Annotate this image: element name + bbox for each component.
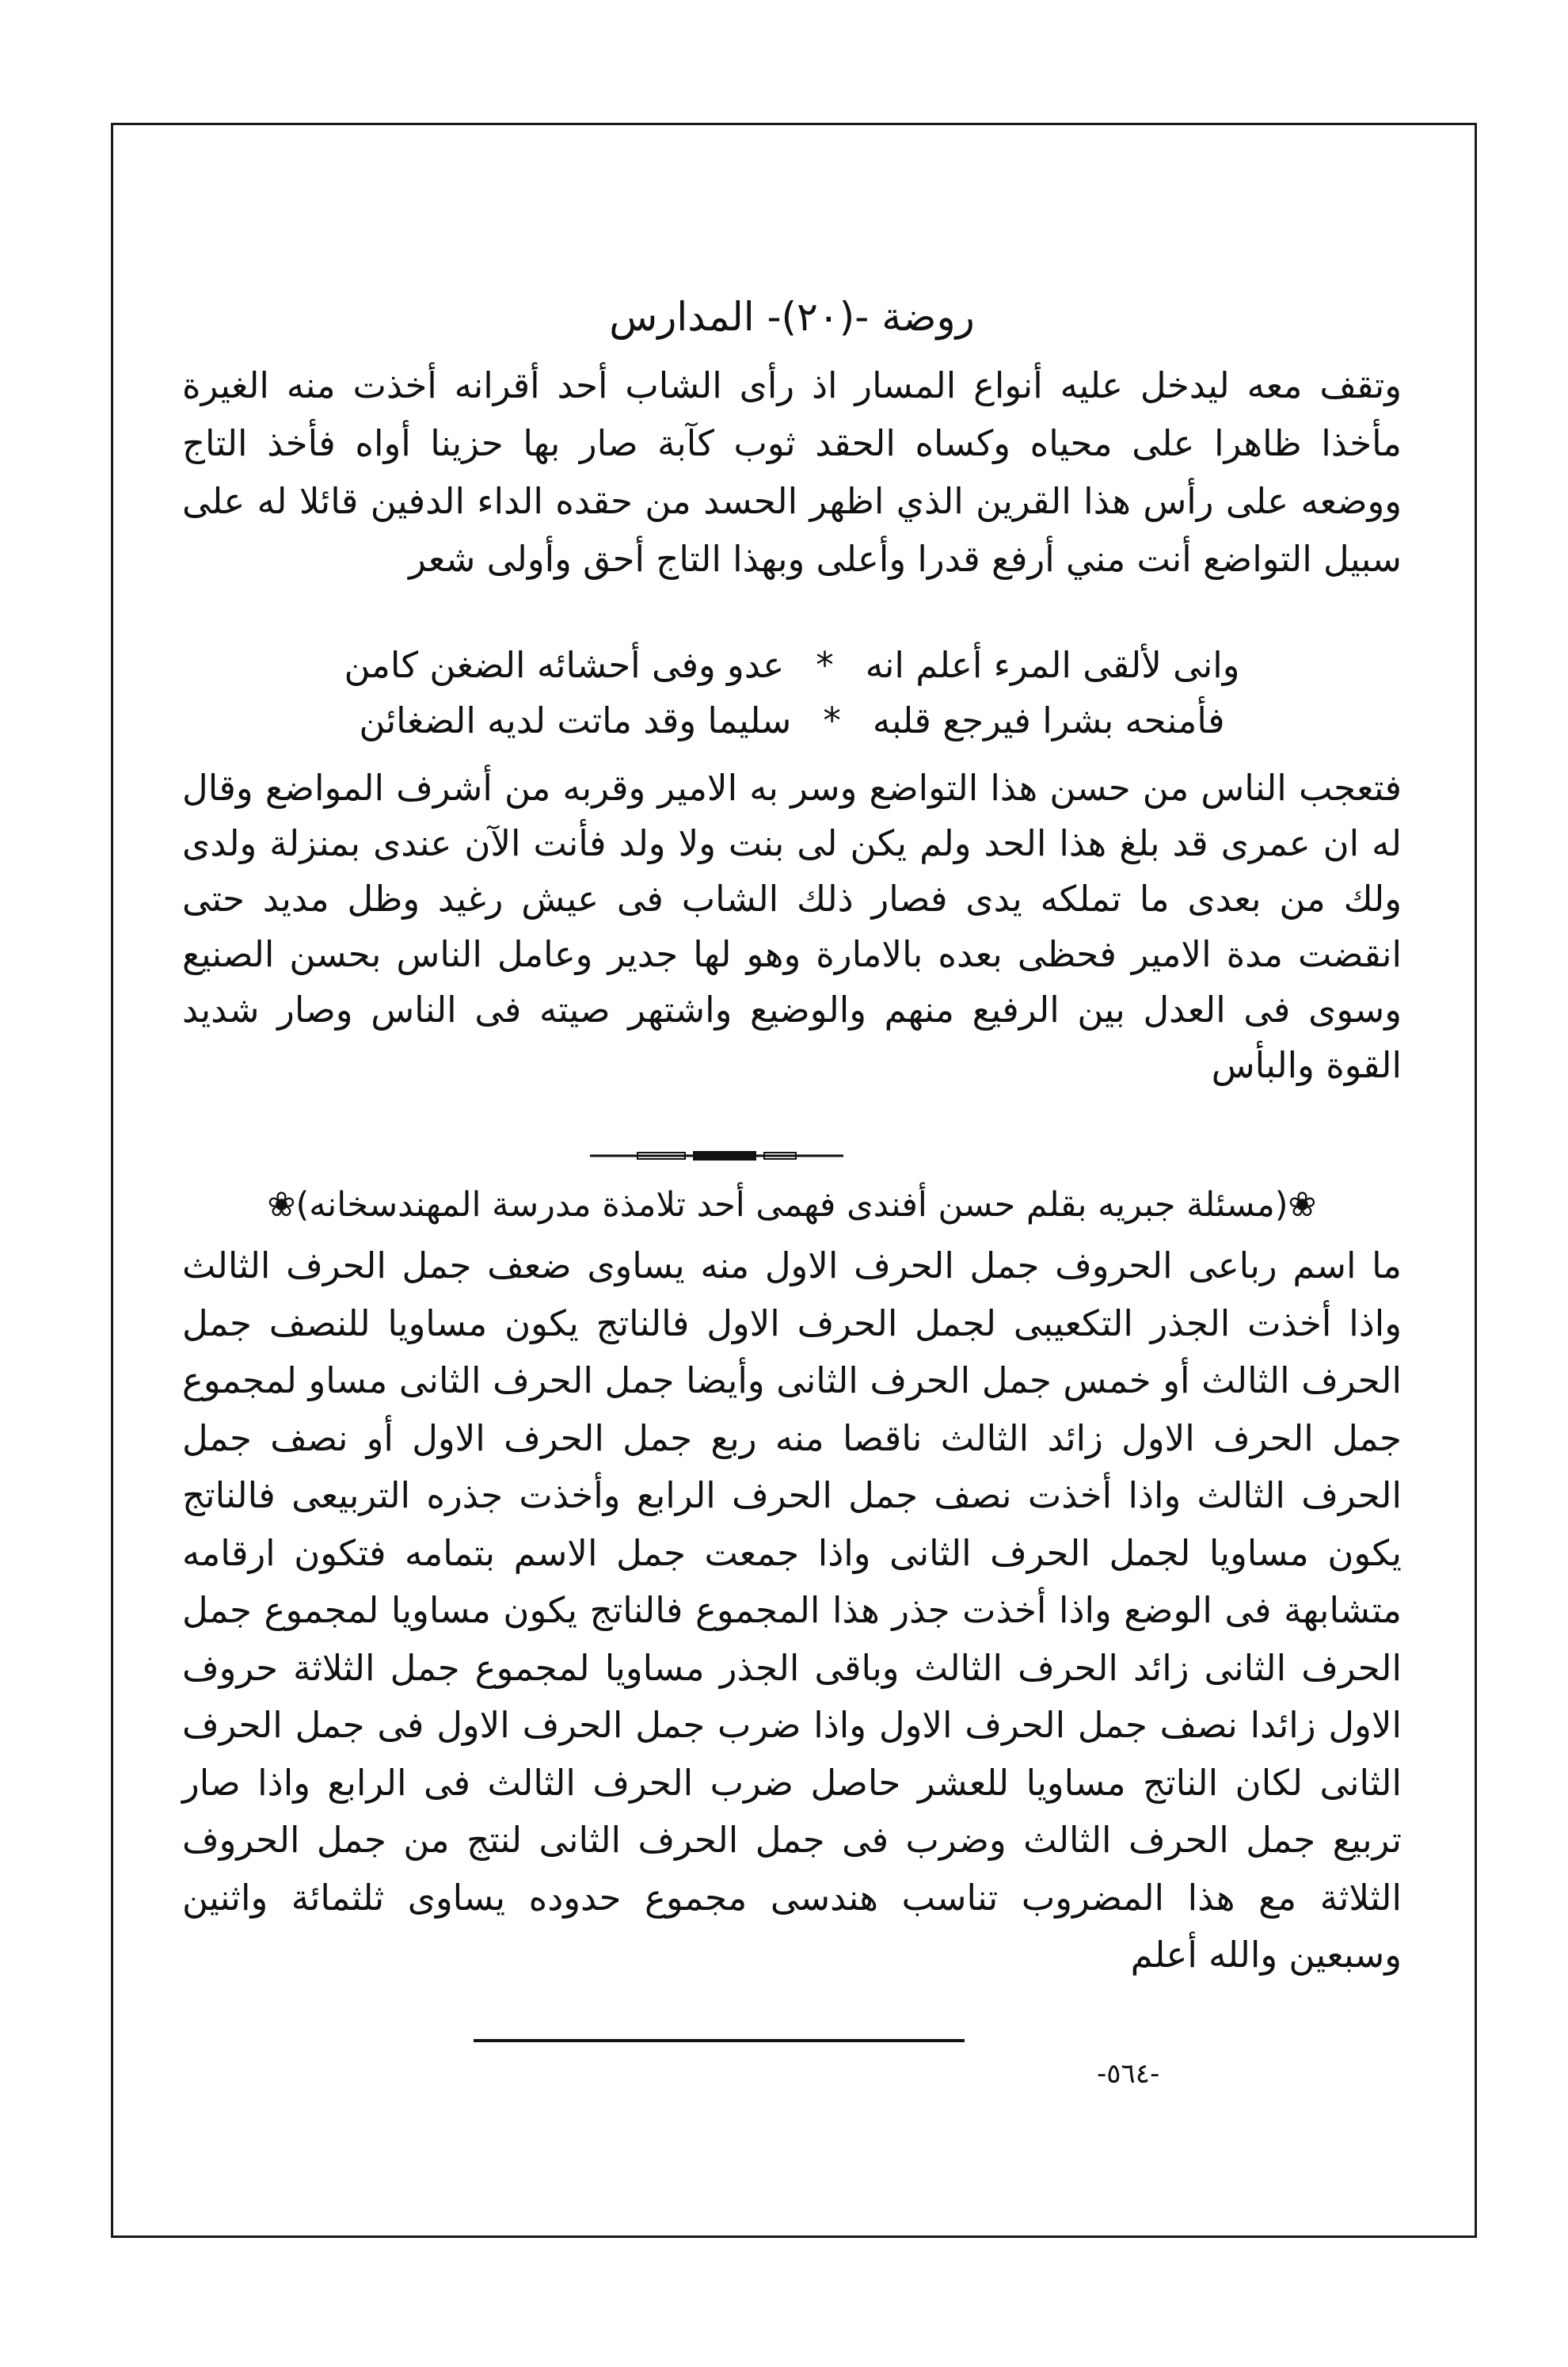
paragraph-story-ending: فتعجب الناس من حسن هذا التواضع وسر به الامير وقربه من أشرف المواضع وقال له ان عمرى قد بلغ هذا الحد ولم يكن لى بنت ولا ولد فأنت الآن عندى بمنزلة ولدى ولك من بعدى ما تملكه يدى فصار ذلك الشاب فى عيش رغيد وظل مديد حتى انقضت مدة الامير فحظى بعده بالامارة وهو لها جدير وعامل الناس بحسن الصنيع وسوى فى العدل بين الرفيع منهم والوضيع واشتهر صيته فى الناس وصار شديد القوة والبأس <box>182 767 1402 1086</box>
verse-1-second-hemistich: عدو وفى أحشائه الضغن كامن <box>344 644 785 686</box>
ornamental-divider <box>590 1150 843 1161</box>
closing-rule <box>474 2039 965 2042</box>
page-number: -٥٦٤- <box>1097 2058 1160 2090</box>
poem-verse-1 <box>182 638 1402 693</box>
verse-separator-star: * <box>823 699 841 741</box>
poem <box>182 638 1402 749</box>
problem-title: ❀(مسئلة جبريه بقلم حسن أفندى فهمى أحد تلامذة مدرسة المهندسخانه)❀ <box>267 1185 1317 1225</box>
paragraph-algebra-problem: ما اسم رباعى الحروف جمل الحرف الاول منه يساوى ضعف جمل الحرف الثالث واذا أخذت الجذر التكعيبى لجمل الحرف الاول فالناتج يكون مساويا للنصف جمل الحرف الثالث أو خمس جمل الحرف الثانى وأيضا جمل الحرف الثانى مساو لمجموع جمل الحرف الاول زائد الثالث ناقصا منه ربع جمل الحرف الاول أو نصف جمل الحرف الثالث واذا أخذت نصف جمل الحرف الرابع وأخذت جذره التربيعى فالناتج يكون مساويا لجمل الحرف الثانى واذا جمعت جمل الاسم بتمامه فتكون ارقامه متشابهة فى الوضع واذا أخذت جذر هذا المجموع فالناتج يكون مساويا لمجموع جمل الحرف الثانى زائد الحرف الثالث وباقى الجذر مساويا لمجموع جمل الثلاثة حروف الاول زائدا نصف جمل الحرف الاول واذا ضرب جمل الحرف الاول فى جمل الحرف الثانى لكان الناتج مساويا للعشر حاصل ضرب الحرف الثالث فى الرابع واذا صار تربيع جمل الحرف الثالث وضرب فى جمل الحرف الثانى لنتج من جمل الحروف الثلاثة مع هذا المضروب تناسب هندسى مجموع حدوده يساوى ثلثمائة واثنين وسبعين والله أعلم <box>182 1244 1402 1976</box>
paragraph-story-opening: وتقف معه ليدخل عليه أنواع المسار اذ رأى الشاب أحد أقرانه أخذت منه الغيرة مأخذا ظاهرا على محياه وكساه الحقد ثوب كآبة صار بها حزينا أواه فأخذ التاج ووضعه على رأس هذا القرين الذي اظهر الحسد من حقده الداء الدفين قائلا له على سبيل التواضع أنت مني أرفع قدرا وأعلى وبهذا التاج أحق وأولى شعر <box>182 364 1402 580</box>
poem-verse-2 <box>182 693 1402 749</box>
verse-2-first-hemistich: فأمنحه بشرا فيرجع قلبه <box>872 699 1225 741</box>
running-header: روضة -(٢٠)- المدارس <box>609 294 975 340</box>
verse-2-second-hemistich: سليما وقد ماتت لديه الضغائن <box>359 699 792 741</box>
verse-separator-star: * <box>816 644 834 686</box>
verse-1-first-hemistich: وانى لألقى المرء أعلم انه <box>865 644 1240 686</box>
